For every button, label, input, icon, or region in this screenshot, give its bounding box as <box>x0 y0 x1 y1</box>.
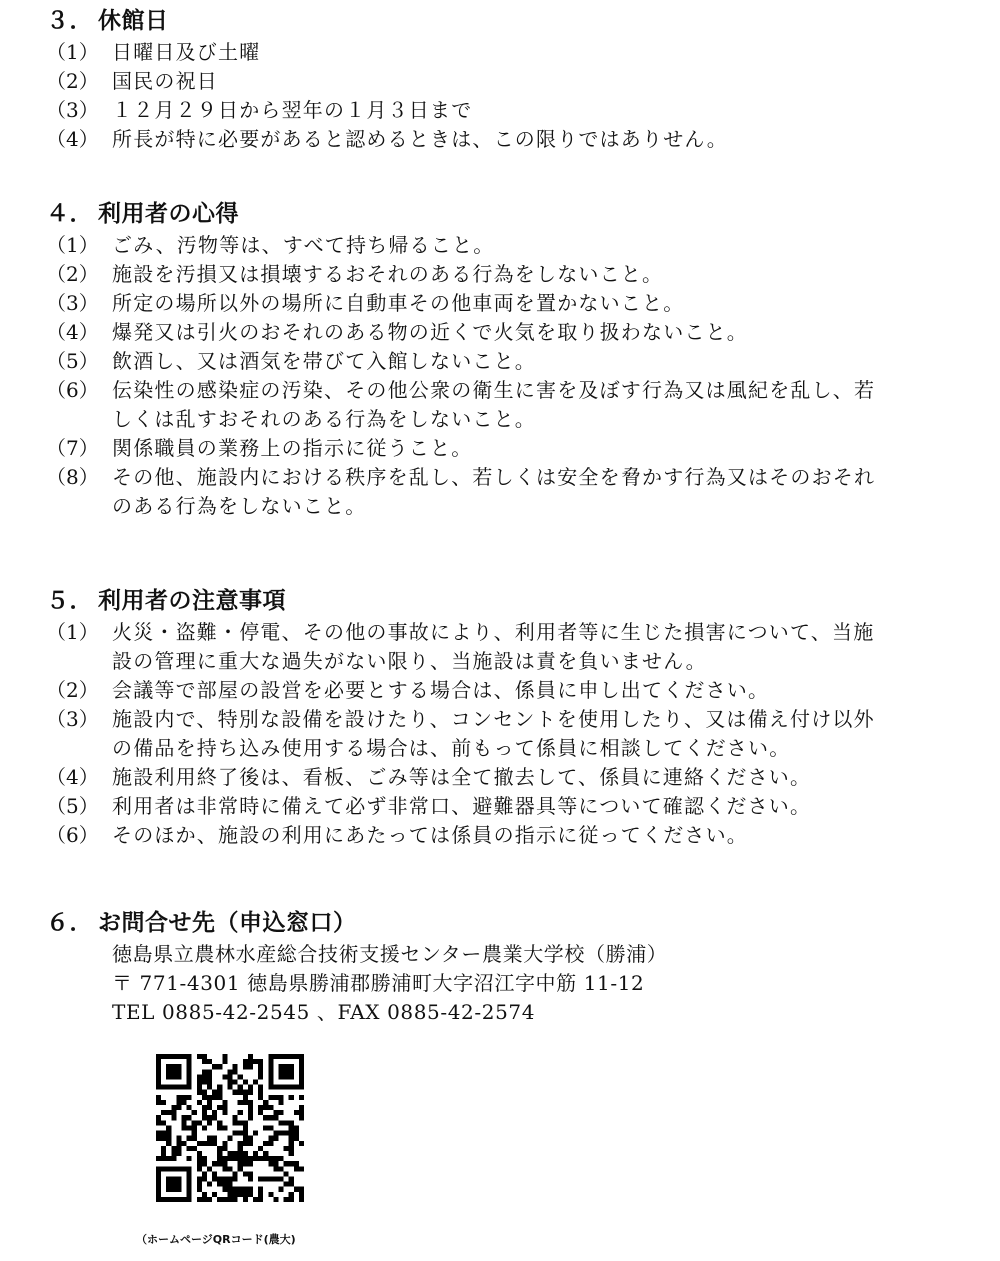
contact-address: 〒 771-4301 徳島県勝浦郡勝浦町大字沼江字中筋 11-12 <box>112 971 645 995</box>
section-title: お問合せ先（申込窓口） <box>98 910 357 936</box>
section-number: ３． <box>46 8 93 34</box>
item-marker: （1） <box>46 40 99 64</box>
item-marker: （1） <box>46 233 99 257</box>
list-item <box>0 231 992 260</box>
list-item <box>0 792 992 821</box>
item-text: しくは乱すおそれのある行為をしないこと。 <box>112 407 536 431</box>
item-text: 会議等で部屋の設営を必要とする場合は、係員に申し出てください。 <box>112 678 770 702</box>
list-item <box>0 376 992 405</box>
list-item <box>0 705 992 734</box>
item-list <box>0 231 1000 521</box>
section-number: ６． <box>46 910 93 936</box>
item-text: 関係職員の業務上の指示に従うこと。 <box>112 436 473 460</box>
section-title: 利用者の心得 <box>98 201 239 227</box>
contact-block <box>112 940 667 1027</box>
section-number: ５． <box>46 588 93 614</box>
item-marker: （2） <box>46 69 99 93</box>
item-text: 設の管理に重大な過失がない限り、当施設は責を負いません。 <box>112 649 707 673</box>
item-marker: （2） <box>46 678 99 702</box>
item-text: 施設内で、特別な設備を設けたり、コンセントを使用したり、又は備え付け以外 <box>112 707 875 731</box>
item-marker: （6） <box>46 378 99 402</box>
list-item <box>0 289 992 318</box>
list-item-continuation <box>0 492 992 521</box>
item-marker: （7） <box>46 436 99 460</box>
item-text: 所長が特に必要があると認めるときは、この限りではありせん。 <box>112 127 728 151</box>
item-marker: （3） <box>46 291 99 315</box>
list-item-continuation <box>0 734 992 763</box>
item-text: 国民の祝日 <box>112 69 218 93</box>
section-heading <box>46 908 357 938</box>
item-marker: （6） <box>46 823 99 847</box>
section-heading <box>46 199 239 229</box>
list-item-continuation <box>0 405 992 434</box>
list-item <box>0 67 992 96</box>
item-marker: （4） <box>46 320 99 344</box>
item-marker: （3） <box>46 98 99 122</box>
section-number: ４． <box>46 201 93 227</box>
item-text: の備品を持ち込み使用する場合は、前もって係員に相談してください。 <box>112 736 791 760</box>
qr-caption: （ホームページQRコード(農大) <box>136 1233 296 1246</box>
item-text: 所定の場所以外の場所に自動車その他車両を置かないこと。 <box>112 291 685 315</box>
item-marker: （3） <box>46 707 99 731</box>
list-item <box>0 38 992 67</box>
section-title: 利用者の注意事項 <box>98 588 286 614</box>
item-text: ごみ、汚物等は、すべて持ち帰ること。 <box>112 233 495 257</box>
list-item <box>0 260 992 289</box>
list-item <box>0 318 992 347</box>
item-marker: （2） <box>46 262 99 286</box>
contact-phone-fax: TEL 0885-42-2545 、FAX 0885-42-2574 <box>112 1000 536 1024</box>
item-text: そのほか、施設の利用にあたっては係員の指示に従ってください。 <box>112 823 748 847</box>
list-item <box>0 618 992 647</box>
item-marker: （8） <box>46 465 99 489</box>
list-item <box>0 763 992 792</box>
list-item <box>0 347 992 376</box>
item-text: 飲酒し、又は酒気を帯びて入館しないこと。 <box>112 349 536 373</box>
item-text: その他、施設内における秩序を乱し、若しくは安全を脅かす行為又はそのおそれ <box>112 465 876 489</box>
contact-organization: 徳島県立農林水産総合技術支援センター農業大学校（勝浦） <box>112 942 668 966</box>
item-marker: （5） <box>46 349 99 373</box>
item-marker: （1） <box>46 620 99 644</box>
section-heading <box>46 6 169 36</box>
list-item <box>0 125 992 154</box>
item-list <box>0 618 1000 850</box>
section-title: 休館日 <box>98 8 169 34</box>
item-text: １２月２９日から翌年の１月３日まで <box>112 98 473 122</box>
section-heading <box>46 586 286 616</box>
item-marker: （5） <box>46 794 99 818</box>
item-text: 施設を汚損又は損壊するおそれのある行為をしないこと。 <box>112 262 664 286</box>
item-text: 施設利用終了後は、看板、ごみ等は全て撤去して、係員に連絡ください。 <box>112 765 812 789</box>
list-item <box>0 434 992 463</box>
list-item <box>0 821 992 850</box>
item-marker: （4） <box>46 127 99 151</box>
item-text: 火災・盗難・停電、その他の事故により、利用者等に生じた損害について、当施 <box>112 620 875 644</box>
item-text: 利用者は非常時に備えて必ず非常口、避難器具等について確認ください。 <box>112 794 812 818</box>
item-list <box>0 38 1000 154</box>
list-item-continuation <box>0 647 992 676</box>
list-item <box>0 463 992 492</box>
item-text: 伝染性の感染症の汚染、その他公衆の衛生に害を及ぼす行為又は風紀を乱し、若 <box>112 378 876 402</box>
qr-code-icon <box>156 1052 304 1204</box>
item-text: のある行為をしないこと。 <box>112 494 367 518</box>
item-marker: （4） <box>46 765 99 789</box>
item-text: 爆発又は引火のおそれのある物の近くで火気を取り扱わないこと。 <box>112 320 748 344</box>
item-text: 日曜日及び土曜 <box>112 40 261 64</box>
list-item <box>0 96 992 125</box>
list-item <box>0 676 992 705</box>
